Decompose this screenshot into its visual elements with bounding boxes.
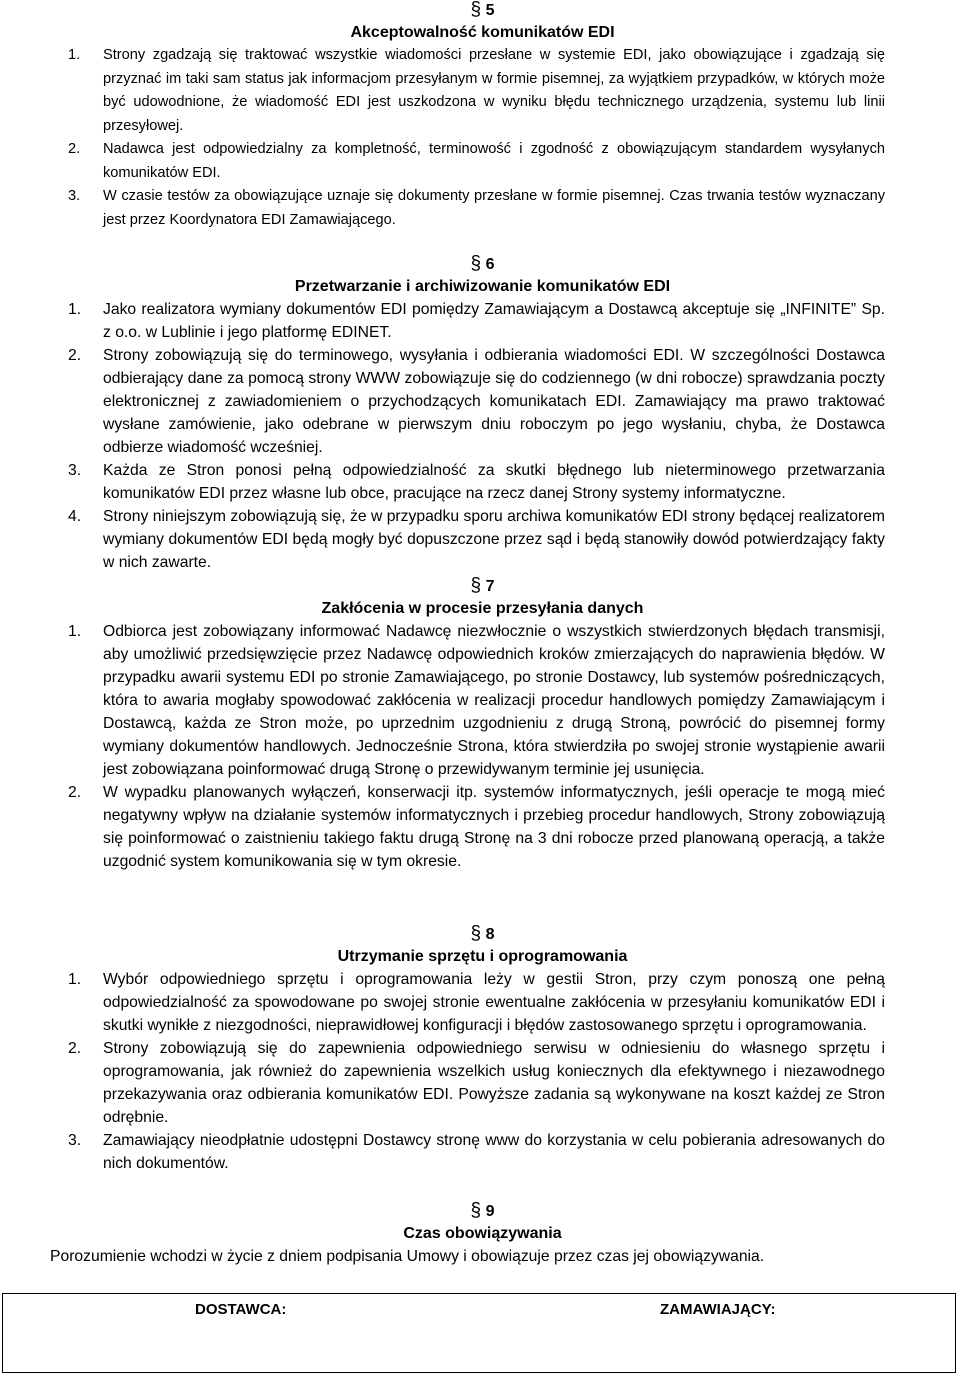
list-item: 3. Każda ze Stron ponosi pełną odpowiedzialność za skutki błędnego lub nieterminowego przetwarzania komunikatów EDI przez własne lub obce, pracujące na rzecz danej Strony systemy informatyczne. bbox=[68, 462, 885, 502]
list-item: 3. W czasie testów za obowiązujące uznaje się dokumenty przesłane w formie pisemnej. Czas trwania testów wyznaczany jest przez Koordynatora EDI Zamawiającego. bbox=[68, 188, 885, 228]
list-item: 1. Strony zgadzają się traktować wszystkie wiadomości przesłane w systemie EDI, jako obowiązujące i zgadzają się przyznać im taki sam status jak informacjom przesyłanym w formie pisemnej, za wyjątkiem przypadków, w których może być udowodnione, że wiadomość EDI jest uszkodzona w wyniku błędu technicznego urządzenia, systemu lub linii przesyłowej. bbox=[68, 47, 885, 134]
signature-box bbox=[2, 1293, 956, 1373]
section-6 bbox=[50, 252, 885, 574]
section-5-list bbox=[50, 44, 885, 232]
list-item: 2. Strony zobowiązują się do zapewnienia odpowiedniego serwisu w odniesieniu do własnego sprzętu i oprogramowania, jak również do zapewnienia wszelkich usług koniecznych dla efektywnego i niezawodnego przekazywania oraz odbierania komunikatów EDI. Powyższe zadania są wykonywane na koszt każdej ze Stron odrębnie. bbox=[68, 1040, 885, 1126]
section-7-list bbox=[50, 620, 885, 873]
section-6-list bbox=[50, 298, 885, 574]
section-9-heading-number: § 9 bbox=[470, 1200, 495, 1221]
list-item: 1. Odbiorca jest zobowiązany informować Nadawcę niezwłocznie o wszystkich stwierdzonych błędach transmisji, aby umożliwić przedsięwzięcie przez Nadawcę odpowiednich kroków zmierzających do naprawienia błędów. W przypadku awarii systemu EDI po stronie Zamawiającego, po stronie Dostawcy, lub systemów pośredniczących, która to awaria mogłaby spowodować zakłócenia w realizacji procedur handlowych pomiędzy Zamawiającym i Dostawcą, każda ze Stron może, po uprzednim uzgodnieniu z drugą Stroną, powrócić do pisemnej formy wymiany dokumentów handlowych. Jednocześnie Strona, która stwierdziła po swojej stronie wystąpienie awarii jest zobowiązana poinformować drugą Stronę o przewidywanym terminie jej usunięcia. bbox=[68, 623, 885, 778]
section-8 bbox=[50, 922, 885, 1175]
section-5 bbox=[50, 0, 885, 232]
section-9-text: Porozumienie wchodzi w życie z dniem podpisania Umowy i obowiązuje przez czas jej obowiązywania. bbox=[50, 1248, 765, 1265]
signature-label-supplier: DOSTAWCA: bbox=[195, 1301, 287, 1318]
section-9-title: Czas obowiązywania bbox=[403, 1225, 562, 1242]
list-item: 1. Jako realizatora wymiany dokumentów EDI pomiędzy Zamawiającym a Dostawcą akceptuje się „INFINITE” Sp. z o.o. w Lublinie i jego platformę EDINET. bbox=[68, 301, 885, 341]
list-item: 2. Nadawca jest odpowiedzialny za kompletność, terminowość i zgodność z obowiązującym standardem wysyłanych komunikatów EDI. bbox=[68, 141, 885, 181]
section-9 bbox=[50, 1199, 885, 1268]
section-5-heading-number: § 5 bbox=[470, 0, 495, 20]
section-7-title: Zakłócenia w procesie przesyłania danych bbox=[321, 600, 644, 617]
section-7-heading-number: § 7 bbox=[470, 575, 495, 596]
section-6-heading-number: § 6 bbox=[470, 253, 495, 274]
list-item: 2. W wypadku planowanych wyłączeń, konserwacji itp. systemów informatycznych, jeśli operacje te mogą mieć negatywny wpływ na działanie systemów informatycznych i przebieg procedur handlowych, Strony zobowiązują się poinformować o zaistnieniu takiego faktu drugą Stronę na 3 dni robocze przed planowaną operacją, a także uzgodnić system komunikowania się w tym okresie. bbox=[68, 784, 885, 870]
list-item: 1. Wybór odpowiedniego sprzętu i oprogramowania leży w gestii Stron, przy czym ponoszą one pełną odpowiedzialność za spowodowane po swojej stronie ewentualne zakłócenia w przesyłaniu komunikatów EDI i skutki wynikłe z niezgodności, nieprawidłowej konfiguracji i błędów zastosowanego sprzętu i oprogramowania. bbox=[68, 971, 885, 1034]
list-item: 4. Strony niniejszym zobowiązują się, że w przypadku sporu archiwa komunikatów EDI strony będącej realizatorem wymiany dokumentów EDI będą mogły być dopuszczone przez sąd i będą stanowiły dowód potwierdzający fakty w nich zawarte. bbox=[68, 508, 885, 571]
section-6-title: Przetwarzanie i archiwizowanie komunikatów EDI bbox=[294, 278, 671, 295]
section-8-heading-number: § 8 bbox=[470, 923, 495, 944]
section-5-title: Akceptowalność komunikatów EDI bbox=[350, 24, 615, 41]
signature-label-orderer: ZAMAWIAJĄCY: bbox=[660, 1301, 776, 1318]
list-item: 2. Strony zobowiązują się do terminowego, wysyłania i odbierania wiadomości EDI. W szczególności Dostawca odbierający dane za pomocą strony WWW zobowiązuje się do codziennego (w dni robocze) sprawdzania poczty elektronicznej z zawiadomieniem o przychodzących komunikatach EDI. Zamawiający ma prawo traktować wysłane zamówienie, jako odebrane w pierwszym dniu roboczym po jego wysłaniu, chyba, że Dostawca odbierze wiadomość wcześniej. bbox=[68, 347, 885, 456]
list-item: 3. Zamawiający nieodpłatnie udostępni Dostawcy stronę www do korzystania w celu pobierania adresowanych do nich dokumentów. bbox=[68, 1132, 885, 1172]
section-8-title: Utrzymanie sprzętu i oprogramowania bbox=[337, 948, 628, 965]
section-8-list bbox=[50, 968, 885, 1175]
section-7 bbox=[50, 574, 885, 873]
